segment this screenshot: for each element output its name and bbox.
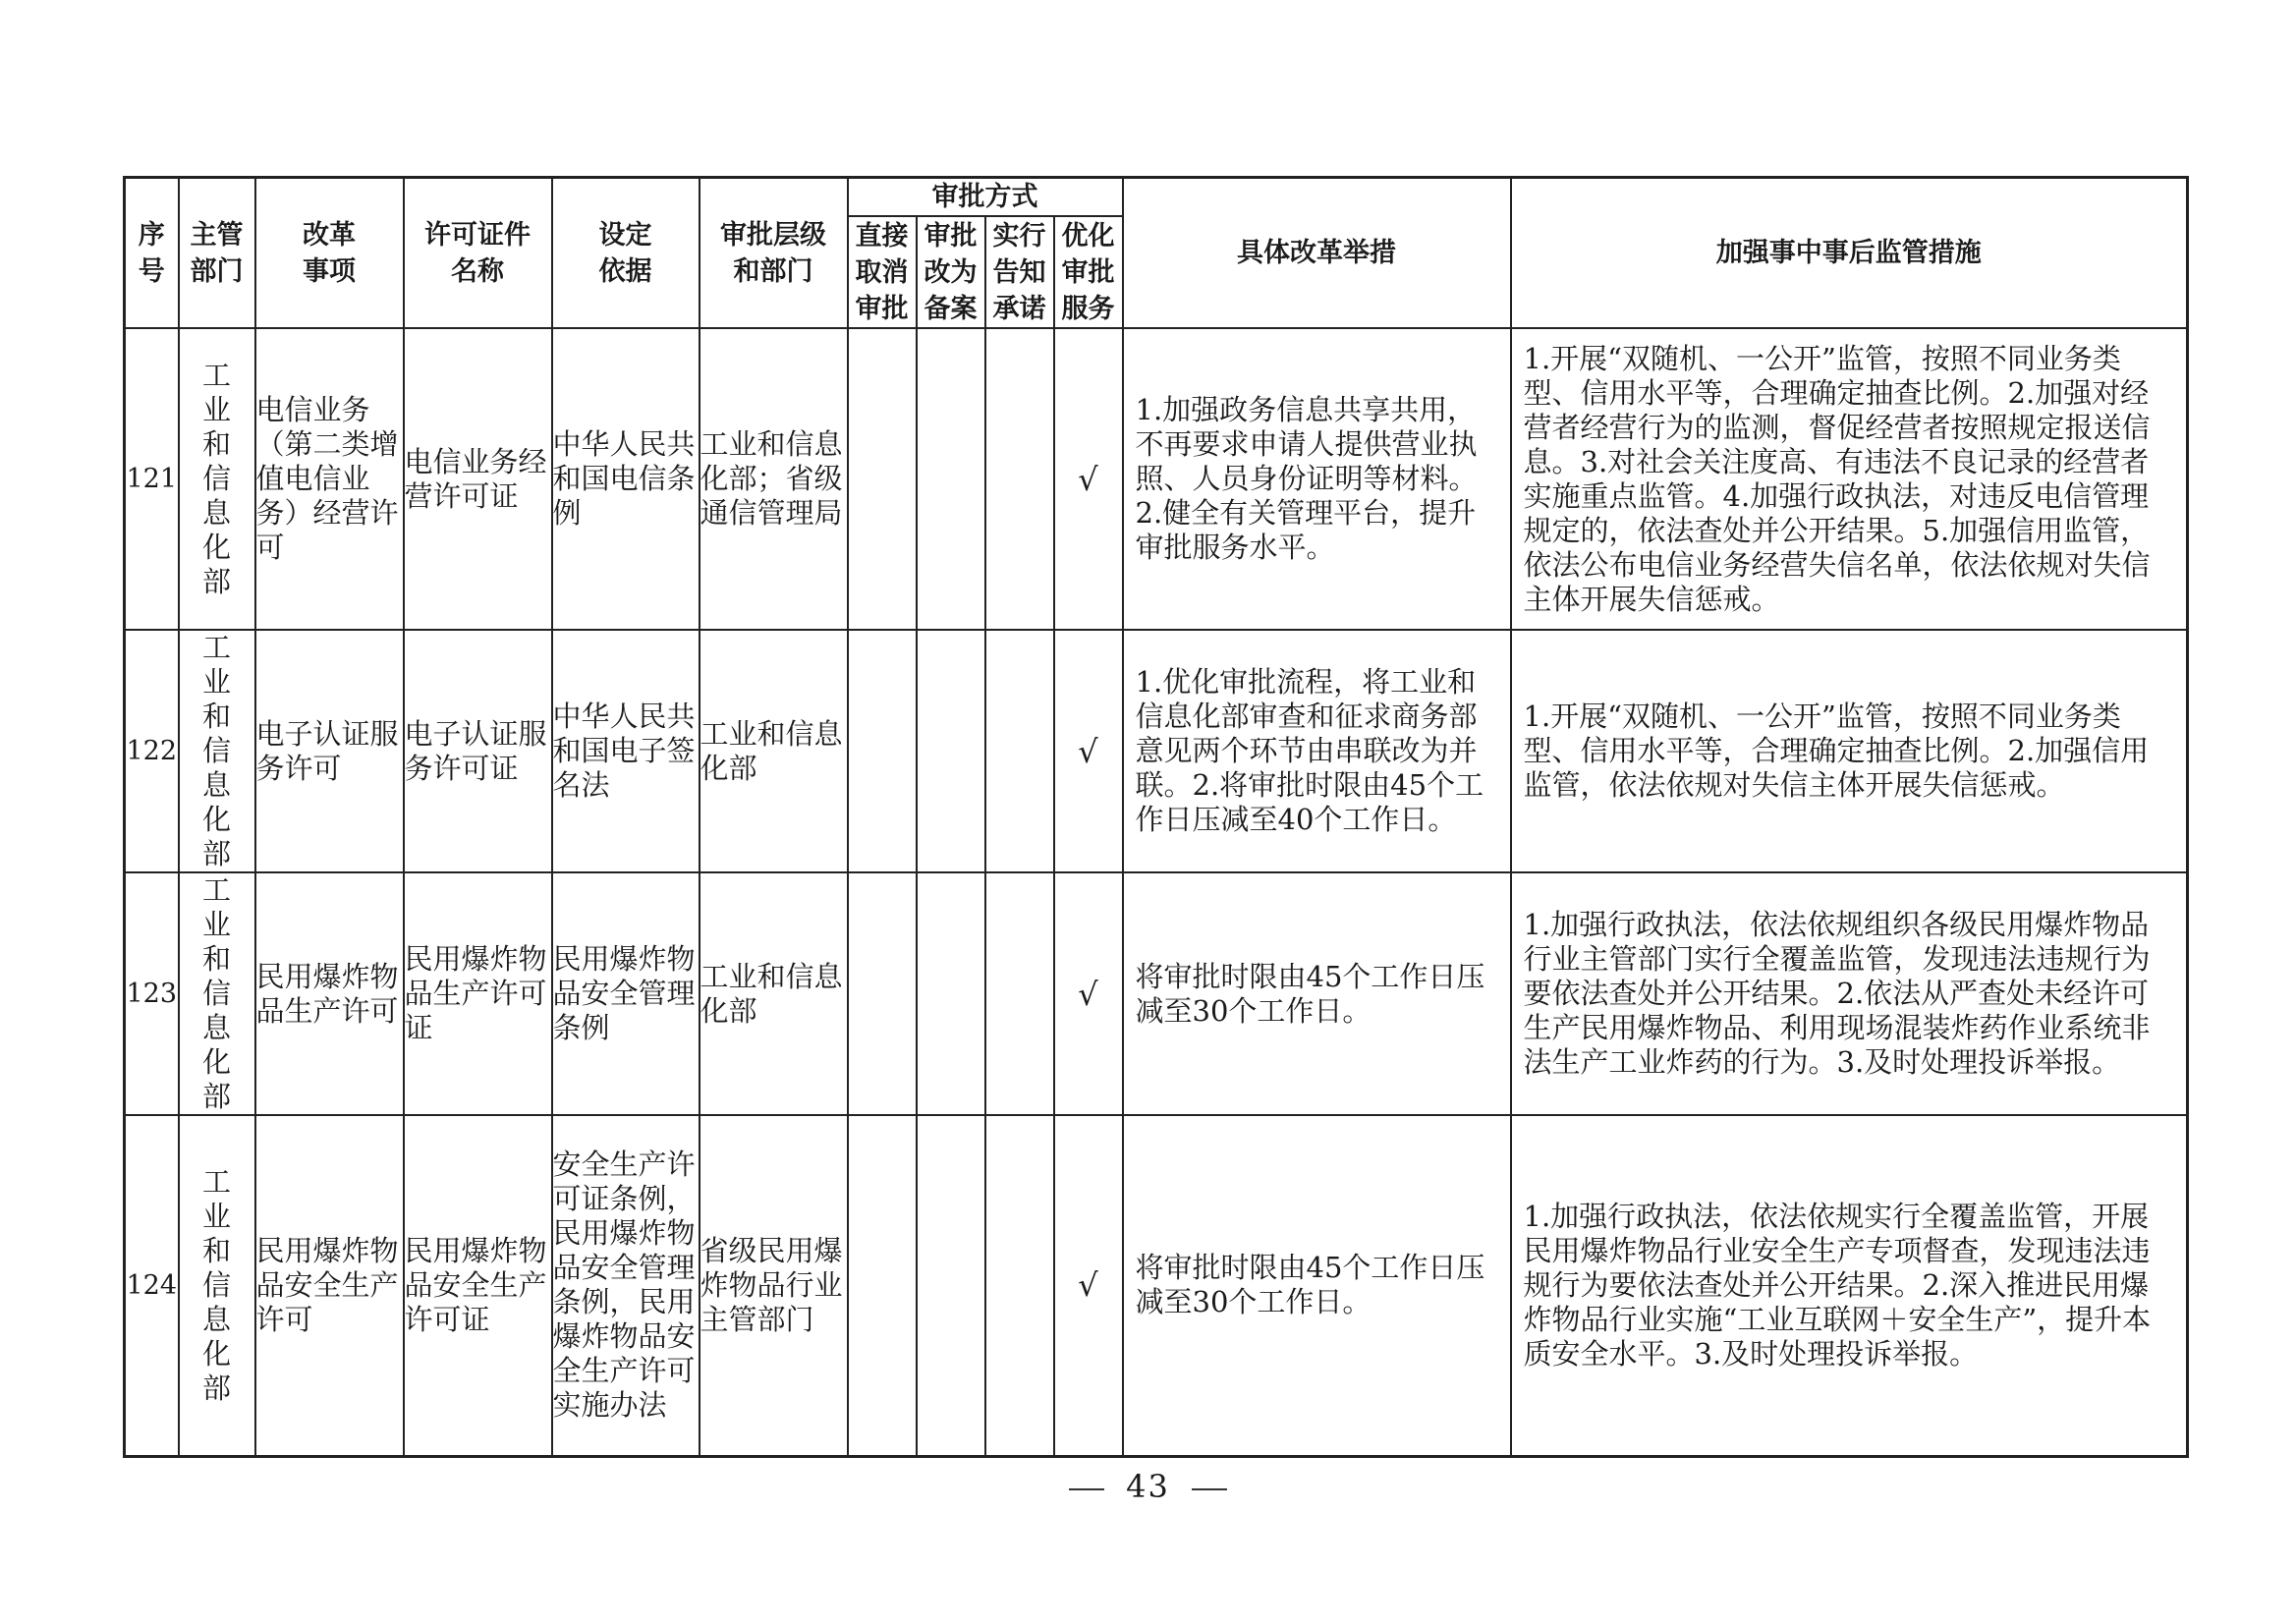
row-measures: 将审批时限由45个工作日压减至30个工作日。	[1123, 872, 1511, 1115]
row-dept: 工业和信息化部	[179, 872, 255, 1115]
row-level: 省级民用爆炸物品行业主管部门	[700, 1115, 848, 1456]
footer-dash-right	[1192, 1488, 1227, 1490]
row-mode-commitment	[985, 328, 1054, 630]
header-dept: 主管部门	[179, 178, 255, 329]
row-seq: 123	[125, 872, 179, 1115]
page-number: 43	[1126, 1468, 1170, 1505]
row-mode-commitment	[985, 1115, 1054, 1456]
row-mode-cancel	[848, 872, 917, 1115]
reform-table	[123, 176, 2189, 1458]
row-basis: 中华人民共和国电信条例	[552, 328, 700, 630]
row-basis: 安全生产许可证条例，民用爆炸物品安全管理条例，民用爆炸物品安全生产许可实施办法	[552, 1115, 700, 1456]
row-level: 工业和信息化部；省级通信管理局	[700, 328, 848, 630]
row-license: 民用爆炸物品安全生产许可证	[404, 1115, 552, 1456]
row-seq: 122	[125, 630, 179, 872]
header-basis: 设定依据	[552, 178, 700, 329]
row-mode-optimize: √	[1054, 328, 1123, 630]
row-level: 工业和信息化部	[700, 630, 848, 872]
row-mode-cancel	[848, 1115, 917, 1456]
header-mode-optimize: 优化审批服务	[1054, 216, 1123, 328]
page-footer	[0, 1468, 2296, 1505]
row-measures: 将审批时限由45个工作日压减至30个工作日。	[1123, 1115, 1511, 1456]
table-row	[125, 1115, 2188, 1456]
row-supervision: 1.开展“双随机、一公开”监管，按照不同业务类型、信用水平等，合理确定抽查比例。2.加强对经营者经营行为的监测，督促经营者按照规定报送信息。3.对社会关注度高、有违法不良记录的经营者实施重点监管。4.加强行政执法，对违反电信管理规定的，依法查处并公开结果。5.加强信用监管，依法公布电信业务经营失信名单，依法依规对失信主体开展失信惩戒。	[1511, 328, 2188, 630]
row-item: 电信业务（第二类增值电信业务）经营许可	[255, 328, 404, 630]
row-item: 民用爆炸物品安全生产许可	[255, 1115, 404, 1456]
row-dept: 工业和信息化部	[179, 630, 255, 872]
table-row	[125, 630, 2188, 872]
header-seq: 序号	[125, 178, 179, 329]
header-approval-mode: 审批方式	[848, 178, 1123, 217]
row-measures: 1.加强政务信息共享共用，不再要求申请人提供营业执照、人员身份证明等材料。2.健全有关管理平台，提升审批服务水平。	[1123, 328, 1511, 630]
row-measures: 1.优化审批流程，将工业和信息化部审查和征求商务部意见两个环节由串联改为并联。2.将审批时限由45个工作日压减至40个工作日。	[1123, 630, 1511, 872]
header-mode-cancel: 直接取消审批	[848, 216, 917, 328]
row-mode-filing	[917, 630, 985, 872]
header-mode-commitment: 实行告知承诺	[985, 216, 1054, 328]
row-license: 电信业务经营许可证	[404, 328, 552, 630]
row-mode-cancel	[848, 328, 917, 630]
row-dept: 工业和信息化部	[179, 328, 255, 630]
header-license: 许可证件名称	[404, 178, 552, 329]
row-dept: 工业和信息化部	[179, 1115, 255, 1456]
row-mode-optimize: √	[1054, 1115, 1123, 1456]
header-supervision: 加强事中事后监管措施	[1511, 178, 2188, 329]
header-mode-filing: 审批改为备案	[917, 216, 985, 328]
header-measures: 具体改革举措	[1123, 178, 1511, 329]
table-row	[125, 872, 2188, 1115]
row-seq: 121	[125, 328, 179, 630]
header-item: 改革事项	[255, 178, 404, 329]
row-license: 民用爆炸物品生产许可证	[404, 872, 552, 1115]
row-license: 电子认证服务许可证	[404, 630, 552, 872]
row-mode-commitment	[985, 872, 1054, 1115]
row-mode-optimize: √	[1054, 630, 1123, 872]
row-mode-filing	[917, 1115, 985, 1456]
header-level: 审批层级和部门	[700, 178, 848, 329]
row-supervision: 1.加强行政执法，依法依规组织各级民用爆炸物品行业主管部门实行全覆盖监管，发现违法违规行为要依法查处并公开结果。2.依法从严查处未经许可生产民用爆炸物品、利用现场混装炸药作业系统非法生产工业炸药的行为。3.及时处理投诉举报。	[1511, 872, 2188, 1115]
row-item: 电子认证服务许可	[255, 630, 404, 872]
row-level: 工业和信息化部	[700, 872, 848, 1115]
row-item: 民用爆炸物品生产许可	[255, 872, 404, 1115]
row-supervision: 1.加强行政执法，依法依规实行全覆盖监管，开展民用爆炸物品行业安全生产专项督查，发现违法违规行为要依法查处并公开结果。2.深入推进民用爆炸物品行业实施“工业互联网＋安全生产”，提升本质安全水平。3.及时处理投诉举报。	[1511, 1115, 2188, 1456]
row-mode-cancel	[848, 630, 917, 872]
row-mode-commitment	[985, 630, 1054, 872]
row-basis: 中华人民共和国电子签名法	[552, 630, 700, 872]
table-row	[125, 328, 2188, 630]
row-basis: 民用爆炸物品安全管理条例	[552, 872, 700, 1115]
row-seq: 124	[125, 1115, 179, 1456]
row-supervision: 1.开展“双随机、一公开”监管，按照不同业务类型、信用水平等，合理确定抽查比例。2.加强信用监管，依法依规对失信主体开展失信惩戒。	[1511, 630, 2188, 872]
row-mode-optimize: √	[1054, 872, 1123, 1115]
row-mode-filing	[917, 328, 985, 630]
row-mode-filing	[917, 872, 985, 1115]
footer-dash-left	[1069, 1488, 1104, 1490]
